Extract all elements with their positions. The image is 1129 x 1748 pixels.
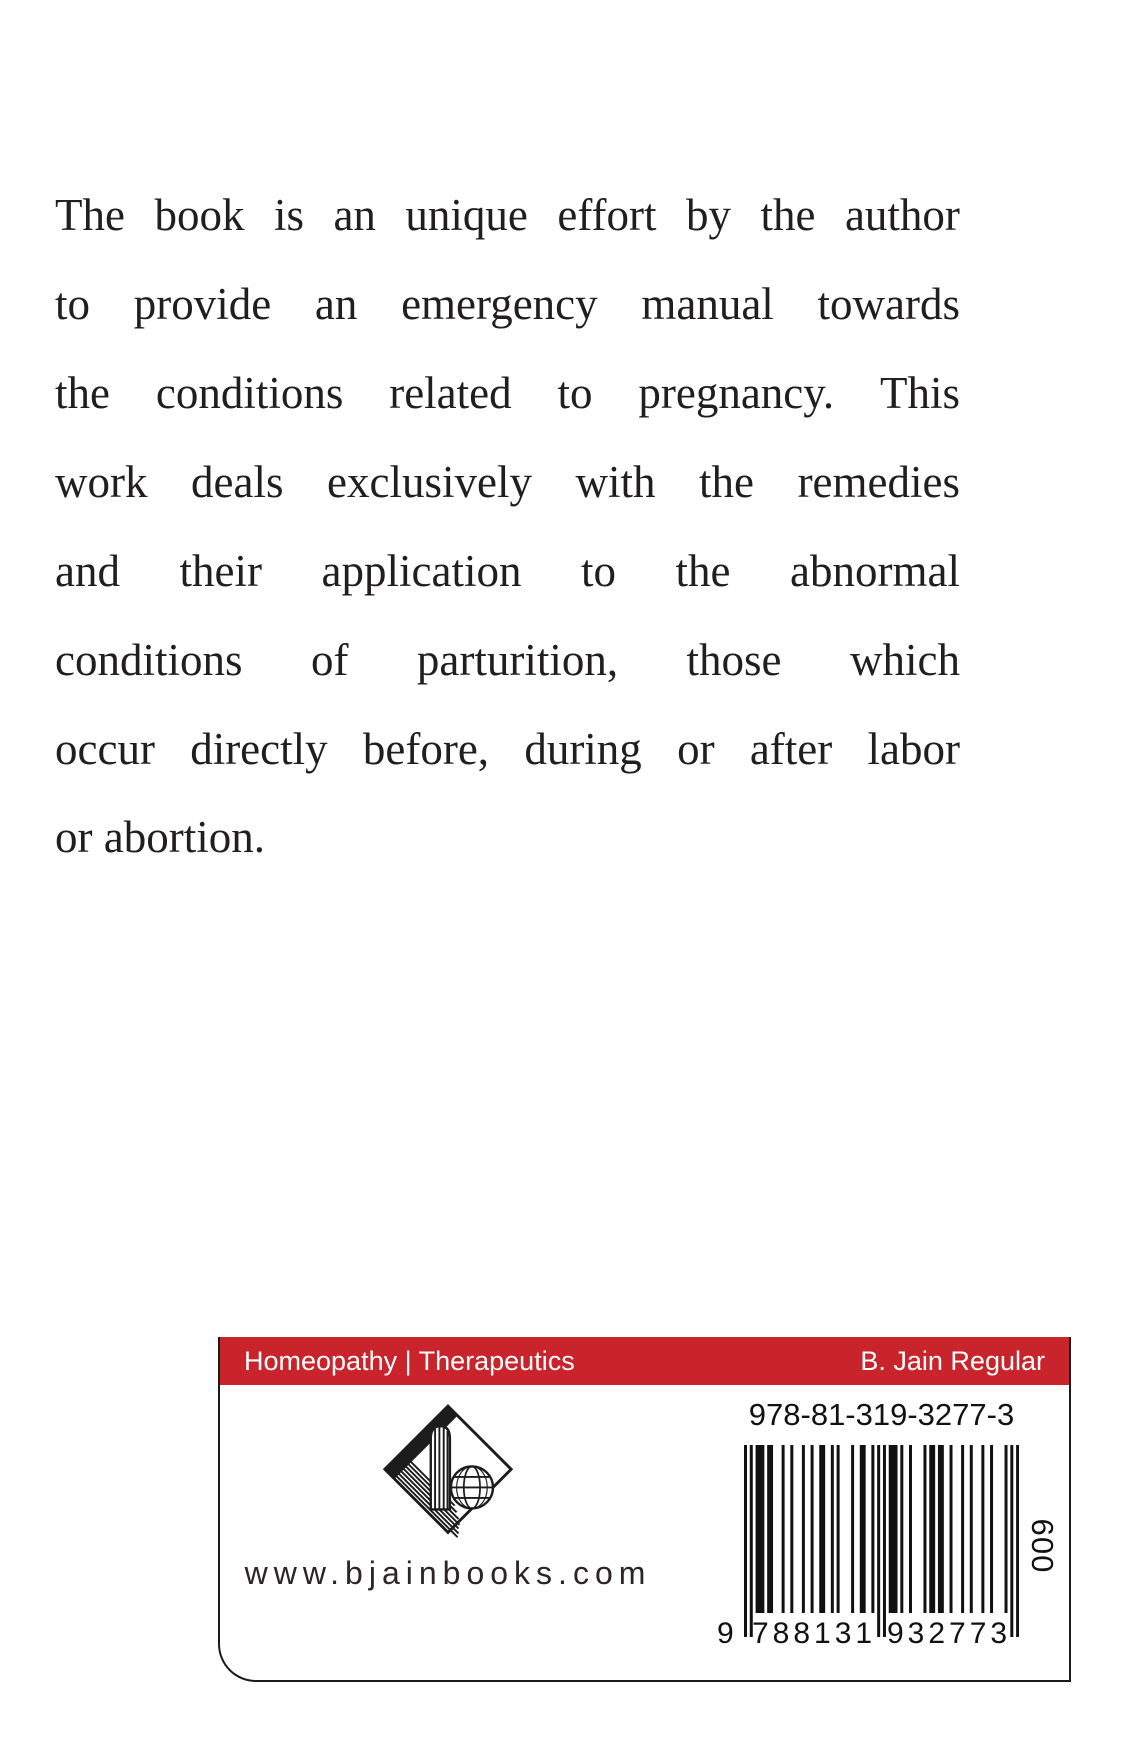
synopsis-text <box>55 170 960 882</box>
synopsis-line: and their application to the abnormal <box>55 545 960 596</box>
synopsis-line: The book is an unique effort by the author <box>55 189 960 240</box>
category-banner <box>220 1337 1069 1385</box>
edition-text: B. Jain Regular <box>860 1345 1045 1376</box>
synopsis-line: work deals exclusively with the remedies <box>55 456 960 507</box>
barcode-digit-group: 932773 <box>887 1617 1012 1650</box>
barcode-digit-lead: 9 <box>717 1617 734 1650</box>
category-text: Homeopathy | Therapeutics <box>244 1345 575 1376</box>
isbn-number: 978-81-319-3277-3 <box>748 1397 1015 1432</box>
synopsis-line: conditions of parturition, those which <box>55 634 960 685</box>
synopsis-line: or abortion. <box>55 812 265 862</box>
synopsis-line: occur directly before, during or after labor <box>55 723 960 774</box>
bjain-book-globe-logo-icon <box>381 1401 515 1549</box>
publisher-block <box>242 1401 654 1592</box>
ean-barcode <box>717 1445 1019 1673</box>
publisher-label <box>218 1337 1071 1682</box>
synopsis-line: to provide an emergency manual towards <box>55 278 960 329</box>
barcode-digit-group: 788131 <box>752 1617 877 1650</box>
stock-code: 009 <box>1025 1517 1060 1573</box>
synopsis-line: the conditions related to pregnancy. This <box>55 367 960 418</box>
publisher-website: www.bjainbooks.com <box>244 1555 652 1591</box>
